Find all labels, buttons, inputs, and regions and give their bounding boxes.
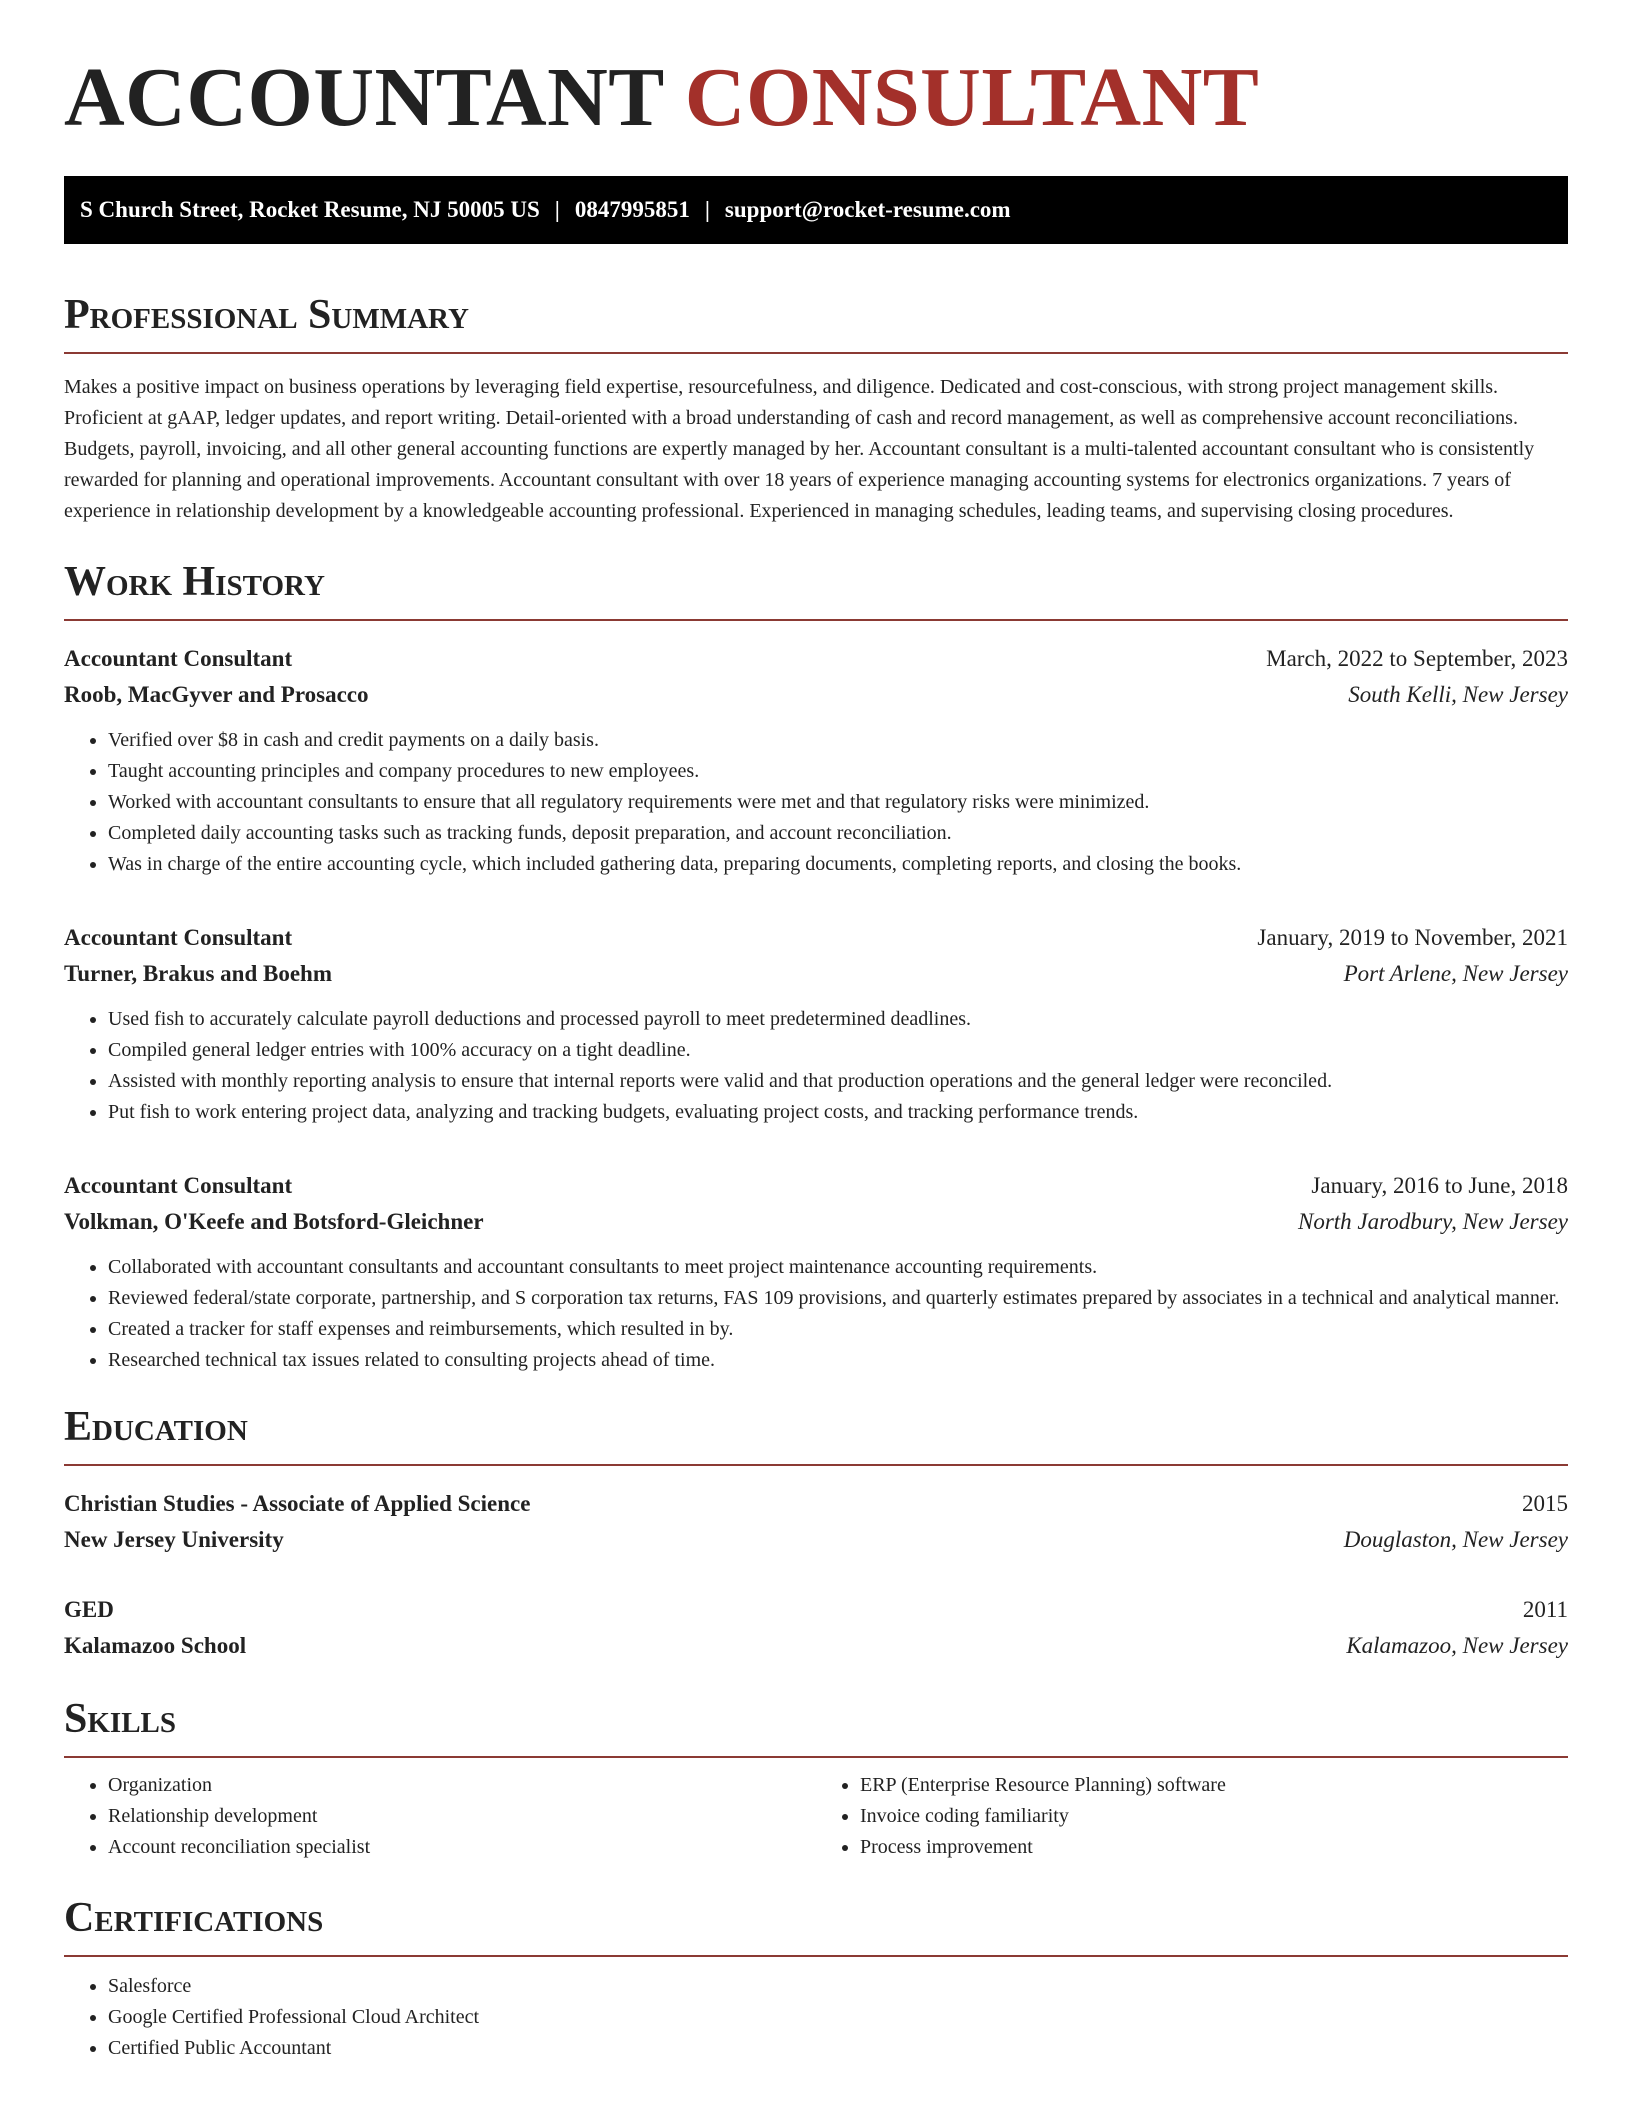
education-school-row [64,1522,1568,1558]
job-dates: January, 2019 to November, 2021 [1257,925,1568,950]
education-year: 2015 [1522,1491,1568,1516]
education-section [64,1406,1568,1664]
job-bullet: • Worked with accountant consultants to ensure that all regulatory requirements were met and that regulatory risks were minimized. [108,787,1568,818]
job-bullet: • Compiled general ledger entries with 100% accuracy on a tight deadline. [108,1035,1568,1066]
name-first: ACCOUNTANT [64,51,664,144]
section-title-work-history: Work History [64,561,1568,621]
work-history-section [64,561,1568,1376]
job-header-row [64,1168,1568,1204]
job-dates: January, 2016 to June, 2018 [1311,1173,1568,1198]
summary-section [64,294,1568,527]
contact-phone: 0847995851 [574,197,690,222]
name-last: CONSULTANT [684,51,1260,144]
education-school-row [64,1628,1568,1664]
job-bullet: • Completed daily accounting tasks such as tracking funds, deposit preparation, and account reconciliation. [108,818,1568,849]
job-location: Port Arlene, New Jersey [1343,961,1568,986]
job-position: Accountant Consultant [64,646,293,671]
job-company: Turner, Brakus and Boehm [64,961,332,986]
job-bullets [64,1252,1568,1376]
education-year: 2011 [1522,1597,1568,1622]
job-bullet: • Taught accounting principles and company procedures to new employees. [108,756,1568,787]
job-header-row [64,641,1568,677]
resume-name [64,51,1568,144]
education-degree-row [64,1592,1568,1628]
education-entry [64,1486,1568,1558]
education-location: Douglaston, New Jersey [1343,1527,1568,1552]
section-title-education: Education [64,1406,1568,1466]
education-degree-row [64,1486,1568,1522]
education-entry [64,1592,1568,1664]
contact-address: S Church Street, Rocket Resume, NJ 50005 US [80,197,540,222]
job-company-row [64,956,1568,992]
job-bullet: • Created a tracker for staff expenses and reimbursements, which resulted in by. [108,1314,1568,1345]
section-title-skills: Skills [64,1698,1568,1758]
job-bullet: • Researched technical tax issues related to consulting projects ahead of time. [108,1345,1568,1376]
job-position: Accountant Consultant [64,925,293,950]
skill-item: • Account reconciliation specialist [108,1832,816,1863]
job-bullet: • Assisted with monthly reporting analysis to ensure that internal reports were valid and that production operations and the general ledger were reconciled. [108,1066,1568,1097]
job-entry [64,1168,1568,1376]
job-header-row [64,920,1568,956]
job-dates: March, 2022 to September, 2023 [1266,646,1568,671]
job-location: North Jarodbury, New Jersey [1297,1209,1568,1234]
job-bullet: • Was in charge of the entire accounting cycle, which included gathering data, preparing documents, completing reports, and closing the books. [108,849,1568,880]
job-company-row [64,1204,1568,1240]
certifications-section [64,1897,1568,2064]
certification-item: • Google Certified Professional Cloud Architect [108,2002,1568,2033]
certification-item: • Certified Public Accountant [108,2033,1568,2064]
skill-item: • ERP (Enterprise Resource Planning) software [860,1770,1568,1801]
job-bullets [64,1004,1568,1128]
contact-separator: | [704,197,710,222]
job-entry [64,641,1568,880]
summary-text: Makes a positive impact on business operations by leveraging field expertise, resourcefulness, and diligence. Dedicated and cost-conscious, with strong project management skills. Proficient at gAAP, ledger updates, and report writing. Detail-oriented with a broad understanding of cash and record management, as well as comprehensive account reconciliations. Budgets, payroll, invoicing, and all other general accounting functions are expertly managed by her. Accountant consultant is a multi-talented accountant consultant who is consistently rewarded for planning and operational improvements. Accountant consultant with over 18 years of experience managing accounting systems for electronics organizations. 7 years of experience in relationship development by a knowledgeable accounting professional. Experienced in managing schedules, leading teams, and supervising closing procedures. [64,376,1535,522]
skill-item: • Process improvement [860,1832,1568,1863]
job-company: Roob, MacGyver and Prosacco [64,682,369,707]
education-school: Kalamazoo School [64,1633,247,1658]
skills-section [64,1698,1568,1863]
job-location: South Kelli, New Jersey [1348,682,1568,707]
job-company-row [64,677,1568,713]
skill-item: • Organization [108,1770,816,1801]
skills-list-right [816,1770,1568,1863]
education-location: Kalamazoo, New Jersey [1346,1633,1568,1658]
section-title-summary: Professional Summary [64,294,1568,354]
job-position: Accountant Consultant [64,1173,293,1198]
job-bullet: • Reviewed federal/state corporate, partnership, and S corporation tax returns, FAS 109 provisions, and quarterly estimates prepared by associates in a technical and analytical manner. [108,1283,1568,1314]
contact-bar [64,176,1568,244]
contact-separator: | [554,197,560,222]
job-company: Volkman, O'Keefe and Botsford-Gleichner [64,1209,484,1234]
job-bullets [64,725,1568,880]
education-school: New Jersey University [64,1527,284,1552]
skills-grid [64,1770,1568,1863]
contact-email: support@rocket-resume.com [724,197,1011,222]
job-bullet: • Verified over $8 in cash and credit payments on a daily basis. [108,725,1568,756]
skill-item: • Relationship development [108,1801,816,1832]
certifications-list [64,1971,1568,2064]
skills-list-left [64,1770,816,1863]
skill-item: • Invoice coding familiarity [860,1801,1568,1832]
job-bullet: • Put fish to work entering project data, analyzing and tracking budgets, evaluating project costs, and tracking performance trends. [108,1097,1568,1128]
job-bullet: • Used fish to accurately calculate payroll deductions and processed payroll to meet predetermined deadlines. [108,1004,1568,1035]
section-title-certifications: Certifications [64,1897,1568,1957]
education-degree: GED [64,1597,114,1622]
education-degree: Christian Studies - Associate of Applied Science [64,1491,531,1516]
certification-item: • Salesforce [108,1971,1568,2002]
job-bullet: • Collaborated with accountant consultants and accountant consultants to meet project maintenance accounting requirements. [108,1252,1568,1283]
job-entry [64,920,1568,1128]
